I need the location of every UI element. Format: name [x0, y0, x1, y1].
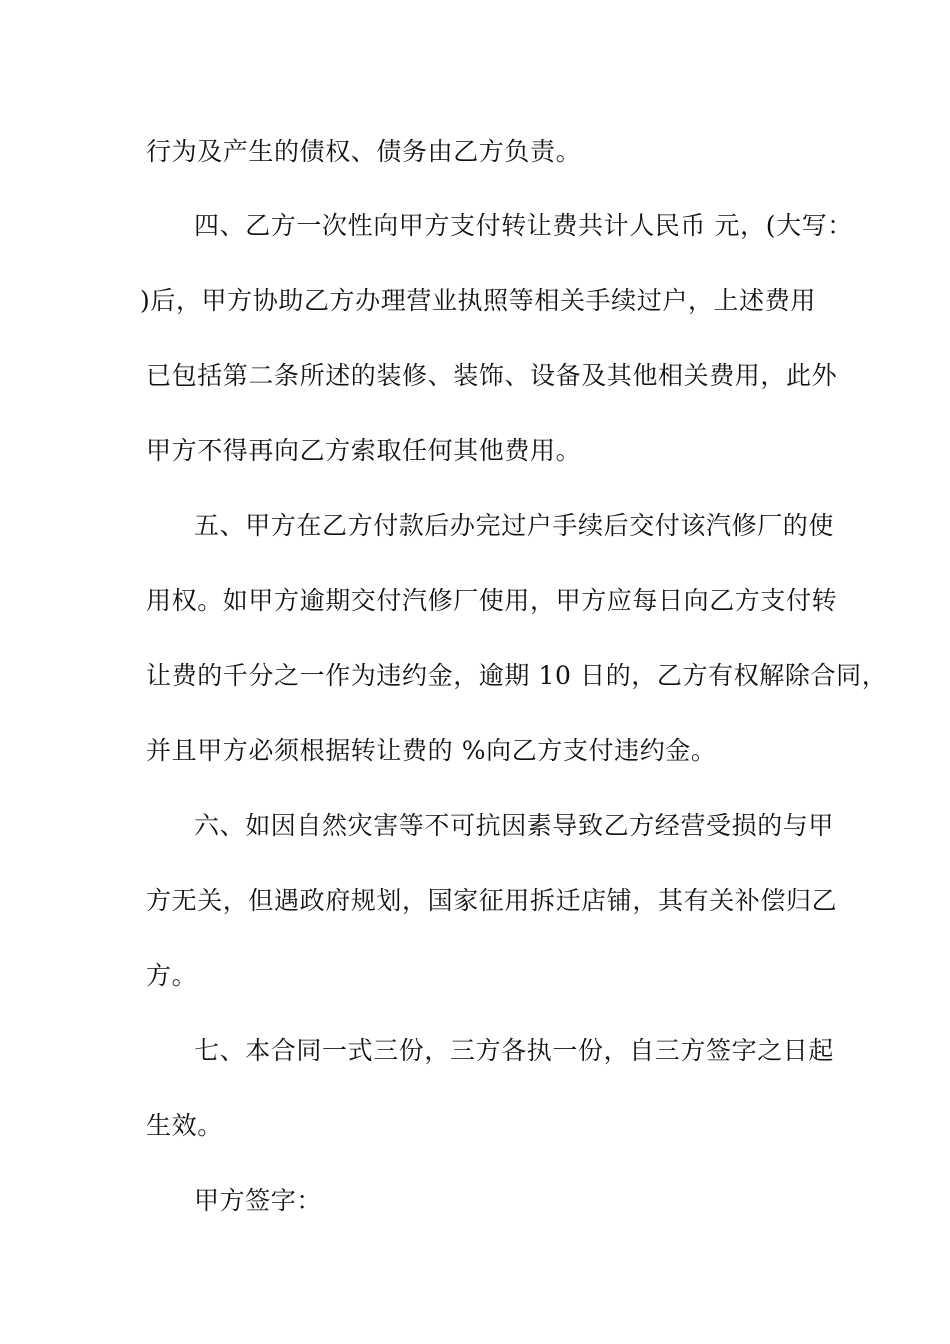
- party-a-signature-label: 甲方签字：: [194, 1186, 323, 1215]
- clause-6-line-3: 方。: [146, 961, 198, 990]
- clause-4-line-4: 甲方不得再向乙方索取任何其他费用。: [146, 436, 582, 465]
- clause-5-line-2: 用权。如甲方逾期交付汽修厂使用，甲方应每日向乙方支付转: [146, 586, 838, 615]
- clause-4-line-1: 四、乙方一次性向甲方支付转让费共计人民币 元，(大写：: [194, 211, 853, 240]
- text-line-1: 行为及产生的债权、债务由乙方负责。: [146, 137, 582, 166]
- clause-4-line-2: )后，甲方协助乙方办理营业执照等相关手续过户，上述费用: [140, 286, 816, 315]
- clause-7-line-1: 七、本合同一式三份，三方各执一份，自三方签字之日起: [194, 1036, 835, 1065]
- clause-5-line-4: 并且甲方必须根据转让费的 %向乙方支付违约金。: [146, 736, 717, 765]
- clause-7-line-2: 生效。: [146, 1111, 223, 1140]
- clause-5-line-3: 让费的千分之一作为违约金，逾期 10 日的，乙方有权解除合同，: [146, 661, 888, 690]
- clause-5-line-1: 五、甲方在乙方付款后办完过户手续后交付该汽修厂的使: [194, 511, 835, 540]
- clause-4-line-3: 已包括第二条所述的装修、装饰、设备及其他相关费用，此外: [146, 361, 838, 390]
- clause-6-line-2: 方无关，但遇政府规划，国家征用拆迁店铺，其有关补偿归乙: [146, 886, 838, 915]
- clause-6-line-1: 六、如因自然灾害等不可抗因素导致乙方经营受损的与甲: [194, 811, 835, 840]
